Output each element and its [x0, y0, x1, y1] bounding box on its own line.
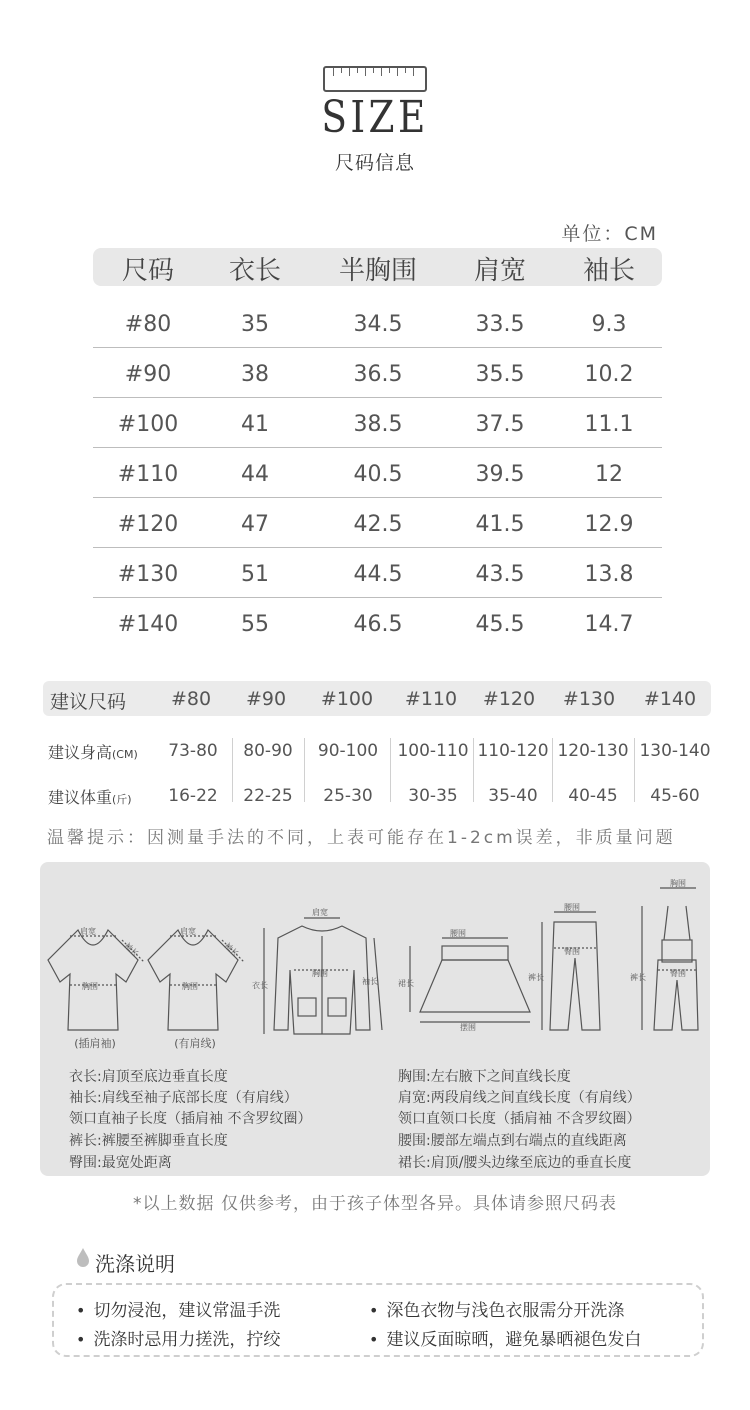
raglan-caption: (插肩袖) — [74, 1037, 116, 1050]
table-cell: 34.5 — [353, 312, 403, 337]
measure-definition: 裙长:肩顶/腰头边缘至底边的垂直长度 — [398, 1155, 632, 1171]
measure-definition: 肩宽:两段肩线之间直线长度（有肩线） — [398, 1090, 641, 1106]
svg-text:衣长: 衣长 — [252, 981, 268, 990]
unit-label: 单位：CM — [561, 223, 658, 245]
wash-item: • 切勿浸泡，建议常温手洗 — [76, 1296, 280, 1321]
weight-value: 22-25 — [243, 786, 293, 806]
disclaimer: *以上数据 仅供参考，由于孩子体型各异。具体请参照尺码表 — [133, 1194, 617, 1214]
recommend-size: #100 — [320, 688, 374, 710]
table-cell: 47 — [241, 512, 269, 537]
svg-text:胸围: 胸围 — [670, 879, 686, 888]
recommend-size: #130 — [562, 688, 616, 710]
table-cell: #120 — [117, 512, 179, 537]
table-cell: 12 — [595, 462, 623, 487]
table-cell: 44.5 — [353, 562, 403, 587]
table-cell: #90 — [124, 362, 172, 387]
measure-definition: 袖长:肩线至袖子底部长度（有肩线） — [69, 1090, 298, 1106]
column-divider — [232, 738, 233, 802]
raglan-tshirt-icon — [48, 926, 144, 1030]
table-cell: #140 — [117, 612, 179, 637]
table-cell: 11.1 — [584, 412, 634, 437]
height-value: 73-80 — [168, 741, 218, 761]
table-cell: 46.5 — [353, 612, 403, 637]
table-cell: 35.5 — [475, 362, 525, 387]
svg-text:摆围: 摆围 — [460, 1023, 476, 1032]
svg-text:腰围: 腰围 — [450, 929, 466, 938]
table-cell: #130 — [117, 562, 179, 587]
column-header: 半胸围 — [338, 256, 418, 286]
height-value: 110-120 — [477, 741, 549, 761]
table-cell: 13.8 — [584, 562, 634, 587]
svg-text:臀围: 臀围 — [564, 947, 580, 956]
table-cell: #80 — [124, 312, 172, 337]
table-cell: 42.5 — [353, 512, 403, 537]
wash-item: • 洗涤时忌用力搓洗，拧绞 — [76, 1325, 280, 1350]
recommend-label: 建议尺码 — [50, 691, 127, 713]
height-value: 100-110 — [397, 741, 469, 761]
svg-text:裤长: 裤长 — [630, 973, 646, 982]
row-divider — [93, 347, 662, 348]
shoulder-caption: (有肩线) — [174, 1037, 216, 1050]
recommend-size: #110 — [404, 688, 458, 710]
table-cell: 39.5 — [475, 462, 525, 487]
table-cell: 10.2 — [584, 362, 634, 387]
recommend-size: #120 — [482, 688, 536, 710]
weight-value: 35-40 — [488, 786, 538, 806]
table-cell: 38 — [241, 362, 269, 387]
height-value: 90-100 — [317, 741, 379, 761]
svg-text:裙长: 裙长 — [398, 979, 414, 988]
column-header: 衣长 — [228, 256, 282, 286]
svg-text:胸围: 胸围 — [82, 982, 98, 991]
height-value: 120-130 — [557, 741, 629, 761]
recommend-size: #80 — [170, 688, 212, 710]
column-divider — [304, 738, 305, 802]
measure-definition: 领口直袖子长度（插肩袖 不含罗纹圈） — [69, 1111, 312, 1127]
svg-text:肩宽: 肩宽 — [312, 908, 328, 917]
svg-text:胸围: 胸围 — [182, 982, 198, 991]
column-divider — [634, 738, 635, 802]
wash-item: • 建议反面晾晒，避免暴晒褪色发白 — [369, 1325, 641, 1350]
recommend-size: #90 — [245, 688, 287, 710]
jacket-icon — [252, 907, 382, 1034]
measure-definition: 衣长:肩顶至底边垂直长度 — [69, 1069, 228, 1085]
warm-tip: 温馨提示：因测量手法的不同，上表可能存在1-2cm误差，非质量问题 — [47, 828, 676, 848]
row-divider — [93, 497, 662, 498]
pants-icon — [528, 903, 600, 1030]
table-cell: #100 — [117, 412, 179, 437]
column-header: 尺码 — [121, 256, 175, 286]
table-cell: 35 — [241, 312, 269, 337]
measure-definition: 领口直领口长度（插肩袖 不含罗纹圈） — [398, 1111, 641, 1127]
row-divider — [93, 447, 662, 448]
table-cell: 45.5 — [475, 612, 525, 637]
height-label: 建议身高(CM) — [48, 743, 138, 762]
weight-value: 25-30 — [323, 786, 373, 806]
column-divider — [473, 738, 474, 802]
table-cell: 38.5 — [353, 412, 403, 437]
column-divider — [552, 738, 553, 802]
weight-value: 40-45 — [568, 786, 618, 806]
wash-title: 洗涤说明 — [95, 1252, 175, 1276]
svg-text:臀围: 臀围 — [670, 969, 686, 978]
page-subtitle: 尺码信息 — [334, 152, 415, 174]
svg-text:袖长: 袖长 — [122, 941, 141, 959]
recommend-size: #140 — [643, 688, 697, 710]
table-cell: 43.5 — [475, 562, 525, 587]
weight-value: 45-60 — [650, 786, 700, 806]
svg-text:肩宽: 肩宽 — [180, 927, 196, 936]
measure-definition: 臀围:最宽处距离 — [69, 1155, 172, 1171]
column-divider — [390, 738, 391, 802]
page-title: SIZE — [321, 92, 429, 143]
svg-text:胸围: 胸围 — [312, 969, 328, 978]
table-cell: 37.5 — [475, 412, 525, 437]
svg-text:裤长: 裤长 — [528, 973, 544, 982]
row-divider — [93, 547, 662, 548]
table-cell: 55 — [241, 612, 269, 637]
table-cell: 12.9 — [584, 512, 634, 537]
weight-value: 16-22 — [168, 786, 218, 806]
column-header: 袖长 — [582, 256, 636, 286]
table-cell: 9.3 — [591, 312, 627, 337]
overalls-icon — [630, 879, 698, 1030]
table-cell: 36.5 — [353, 362, 403, 387]
wash-item: • 深色衣物与浅色衣服需分开洗涤 — [369, 1296, 624, 1321]
table-cell: 44 — [241, 462, 269, 487]
svg-text:腰围: 腰围 — [564, 903, 580, 912]
weight-value: 30-35 — [408, 786, 458, 806]
table-cell: 41.5 — [475, 512, 525, 537]
height-value: 80-90 — [243, 741, 293, 761]
table-cell: 41 — [241, 412, 269, 437]
water-drop-icon — [75, 1247, 91, 1269]
column-header: 肩宽 — [473, 256, 527, 286]
measure-definition: 腰围:腰部左端点到右端点的直线距离 — [398, 1133, 627, 1149]
table-cell: 14.7 — [584, 612, 634, 637]
row-divider — [93, 597, 662, 598]
weight-label: 建议体重(斤) — [48, 788, 132, 807]
tshirt-icon — [148, 926, 244, 1030]
table-cell: 40.5 — [353, 462, 403, 487]
skirt-icon — [398, 929, 530, 1032]
height-value: 130-140 — [639, 741, 711, 761]
table-cell: 51 — [241, 562, 269, 587]
row-divider — [93, 397, 662, 398]
svg-text:袖长: 袖长 — [362, 977, 378, 986]
garment-diagrams — [40, 870, 710, 1060]
table-cell: 33.5 — [475, 312, 525, 337]
svg-text:袖长: 袖长 — [222, 941, 241, 959]
ruler-icon — [323, 66, 427, 92]
measure-definition: 裤长:裤腰至裤脚垂直长度 — [69, 1133, 228, 1149]
table-cell: #110 — [117, 462, 179, 487]
measure-definition: 胸围:左右腋下之间直线长度 — [398, 1069, 571, 1085]
svg-text:肩宽: 肩宽 — [80, 927, 96, 936]
